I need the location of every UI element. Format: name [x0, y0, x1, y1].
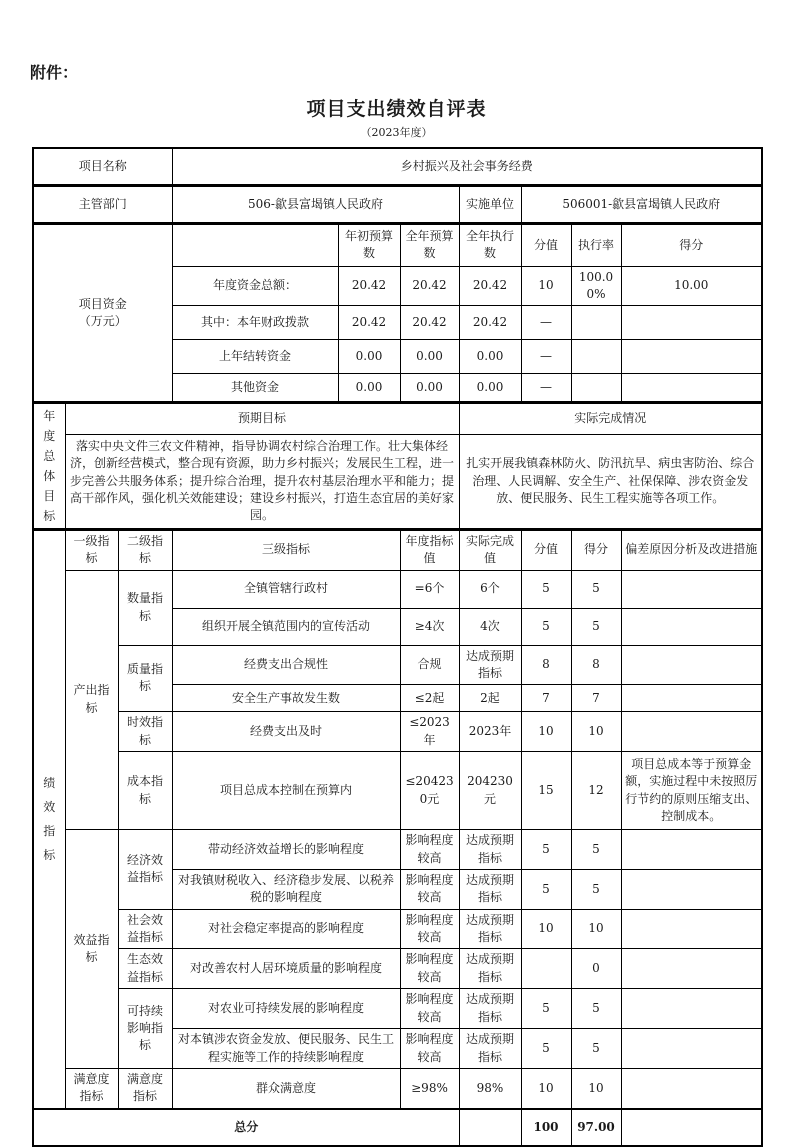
indicator-row: 对本镇涉农资金发放、便民服务、民生工程实施等工作的持续影响程度 影响程度较高 达成预期指标 5 5	[33, 1029, 762, 1069]
indicator-row: 质量指标 经费支出合规性 合规 达成预期指标 8 8	[33, 645, 762, 685]
project-name-table	[32, 147, 763, 186]
level1-satisfaction: 满意度指标	[65, 1069, 118, 1109]
dept-value: 506-歙县富堨镇人民政府	[172, 186, 459, 223]
dept-label: 主管部门	[33, 186, 172, 223]
page-subtitle: （2023年度）	[360, 126, 433, 139]
header-actual: 实际完成值	[459, 530, 521, 570]
level2-satisfaction: 满意度指标	[118, 1069, 172, 1109]
funding-header-annual: 全年预算数	[400, 224, 459, 266]
expected-goals-text: 落实中央文件三农文件精神，指导协调农村综合治理工作。壮大集体经济，创新经营模式，整合现有资源，助力乡村振兴；发展民生工程，进一步完善公共服务体系；提升综合治理，提升农村基层治理水平和能力；提高干部作风，强化机关效能建设；建设乡村振兴，打造生态宜居的美好家园。	[65, 434, 459, 528]
indicator-row: 社会效益指标 对社会稳定率提高的影响程度 影响程度较高 达成预期指标 10 10	[33, 909, 762, 949]
funding-row-total-amount: 年度资金总额： 20.42 20.42 20.42 10 100.00% 10.00	[33, 266, 762, 306]
deviation-note: 项目总成本等于预算金额，实施过程中未按照厉行节约的原则压缩支出、控制成本。	[621, 752, 762, 830]
indicator-row: 可持续影响指标 对农业可持续发展的影响程度 影响程度较高 达成预期指标 5 5	[33, 989, 762, 1029]
header-level3: 三级指标	[172, 530, 400, 570]
total-score: 97.00	[571, 1109, 621, 1146]
expected-goals-header: 预期目标	[65, 403, 459, 435]
page-title: 项目支出绩效自评表	[306, 98, 487, 120]
funding-section-label: 项目资金 （万元）	[33, 224, 172, 402]
unit-value: 506001-歙县富堨镇人民政府	[521, 186, 762, 223]
indicator-row: 安全生产事故发生数 ≤2起 2起 7 7	[33, 685, 762, 712]
total-label: 总分	[33, 1109, 459, 1146]
indicators-header-row	[33, 530, 762, 570]
header-target: 年度指标值	[400, 530, 459, 570]
total-deviation-blank	[621, 1109, 762, 1146]
indicator-row: 产出指标 数量指标 全镇管辖行政村 =6个 6个 5 5	[33, 570, 762, 608]
indicators-section-label: 绩效指标	[33, 530, 65, 1109]
actual-completion-header: 实际完成情况	[459, 403, 762, 435]
project-name-label: 项目名称	[33, 148, 172, 185]
header-level1: 一级指标	[65, 530, 118, 570]
total-row	[33, 1109, 762, 1146]
goals-section-label: 年度总体目标	[33, 403, 65, 529]
level2-economic: 经济效益指标	[118, 830, 172, 910]
indicator-row: 对我镇财税收入、经济稳步发展、以税养税的影响程度 影响程度较高 达成预期指标 5 5	[33, 869, 762, 909]
actual-completion-text: 扎实开展我镇森林防火、防汛抗旱、病虫害防治、综合治理、人民调解、安全生产、社保保障、涉农资金发放、便民服务、民生工程实施等各项工作。	[459, 434, 762, 528]
level2-ecological: 生态效益指标	[118, 949, 172, 989]
indicator-row: 满意度指标 满意度指标 群众满意度 ≥98% 98% 10 10	[33, 1069, 762, 1109]
level2-social: 社会效益指标	[118, 909, 172, 949]
level1-benefit: 效益指标	[65, 830, 118, 1069]
total-blank	[459, 1109, 521, 1146]
level2-quality: 质量指标	[118, 645, 172, 712]
funding-blank-header	[172, 224, 338, 266]
header-deviation: 偏差原因分析及改进措施	[621, 530, 762, 570]
attachment-label: 附件：	[30, 63, 79, 82]
department-table	[32, 185, 763, 224]
level2-quantity: 数量指标	[118, 570, 172, 645]
level2-timeliness: 时效指标	[118, 712, 172, 752]
funding-row-fiscal: 其中：本年财政拨款 20.42 20.42 20.42 —	[33, 306, 762, 340]
funding-header-executed: 全年执行数	[459, 224, 521, 266]
funding-row-carryover: 上年结转资金 0.00 0.00 0.00 —	[33, 340, 762, 374]
indicators-table	[32, 529, 763, 1147]
unit-label: 实施单位	[459, 186, 521, 223]
header-level2: 二级指标	[118, 530, 172, 570]
indicator-row: 时效指标 经费支出及时 ≤2023年 2023年 10 10	[33, 712, 762, 752]
level1-output: 产出指标	[65, 570, 118, 830]
funding-header-points: 分值	[521, 224, 571, 266]
form-tables	[32, 147, 761, 1147]
indicator-row: 成本指标 项目总成本控制在预算内 ≤204230元 204230元 15 12 项目总成本等于预算金额，实施过程中未按照厉行节约的原则压缩支出、控制成本。	[33, 752, 762, 830]
total-points: 100	[521, 1109, 571, 1146]
header-score: 得分	[571, 530, 621, 570]
project-name-value: 乡村振兴及社会事务经费	[172, 148, 762, 185]
level2-cost: 成本指标	[118, 752, 172, 830]
funding-header-exec-rate: 执行率	[571, 224, 621, 266]
indicator-row: 组织开展全镇范围内的宣传活动 ≥4次 4次 5 5	[33, 608, 762, 645]
annual-goals-table	[32, 402, 763, 530]
indicator-row: 效益指标 经济效益指标 带动经济效益增长的影响程度 影响程度较高 达成预期指标 5 5	[33, 830, 762, 870]
header-points: 分值	[521, 530, 571, 570]
funding-header-score: 得分	[621, 224, 762, 266]
indicator-row: 生态效益指标 对改善农村人居环境质量的影响程度 影响程度较高 达成预期指标 0	[33, 949, 762, 989]
funding-row-other: 其他资金 0.00 0.00 0.00 —	[33, 374, 762, 402]
level2-sustainable: 可持续影响指标	[118, 989, 172, 1069]
funding-header-initial: 年初预算数	[338, 224, 400, 266]
funding-table	[32, 223, 763, 403]
